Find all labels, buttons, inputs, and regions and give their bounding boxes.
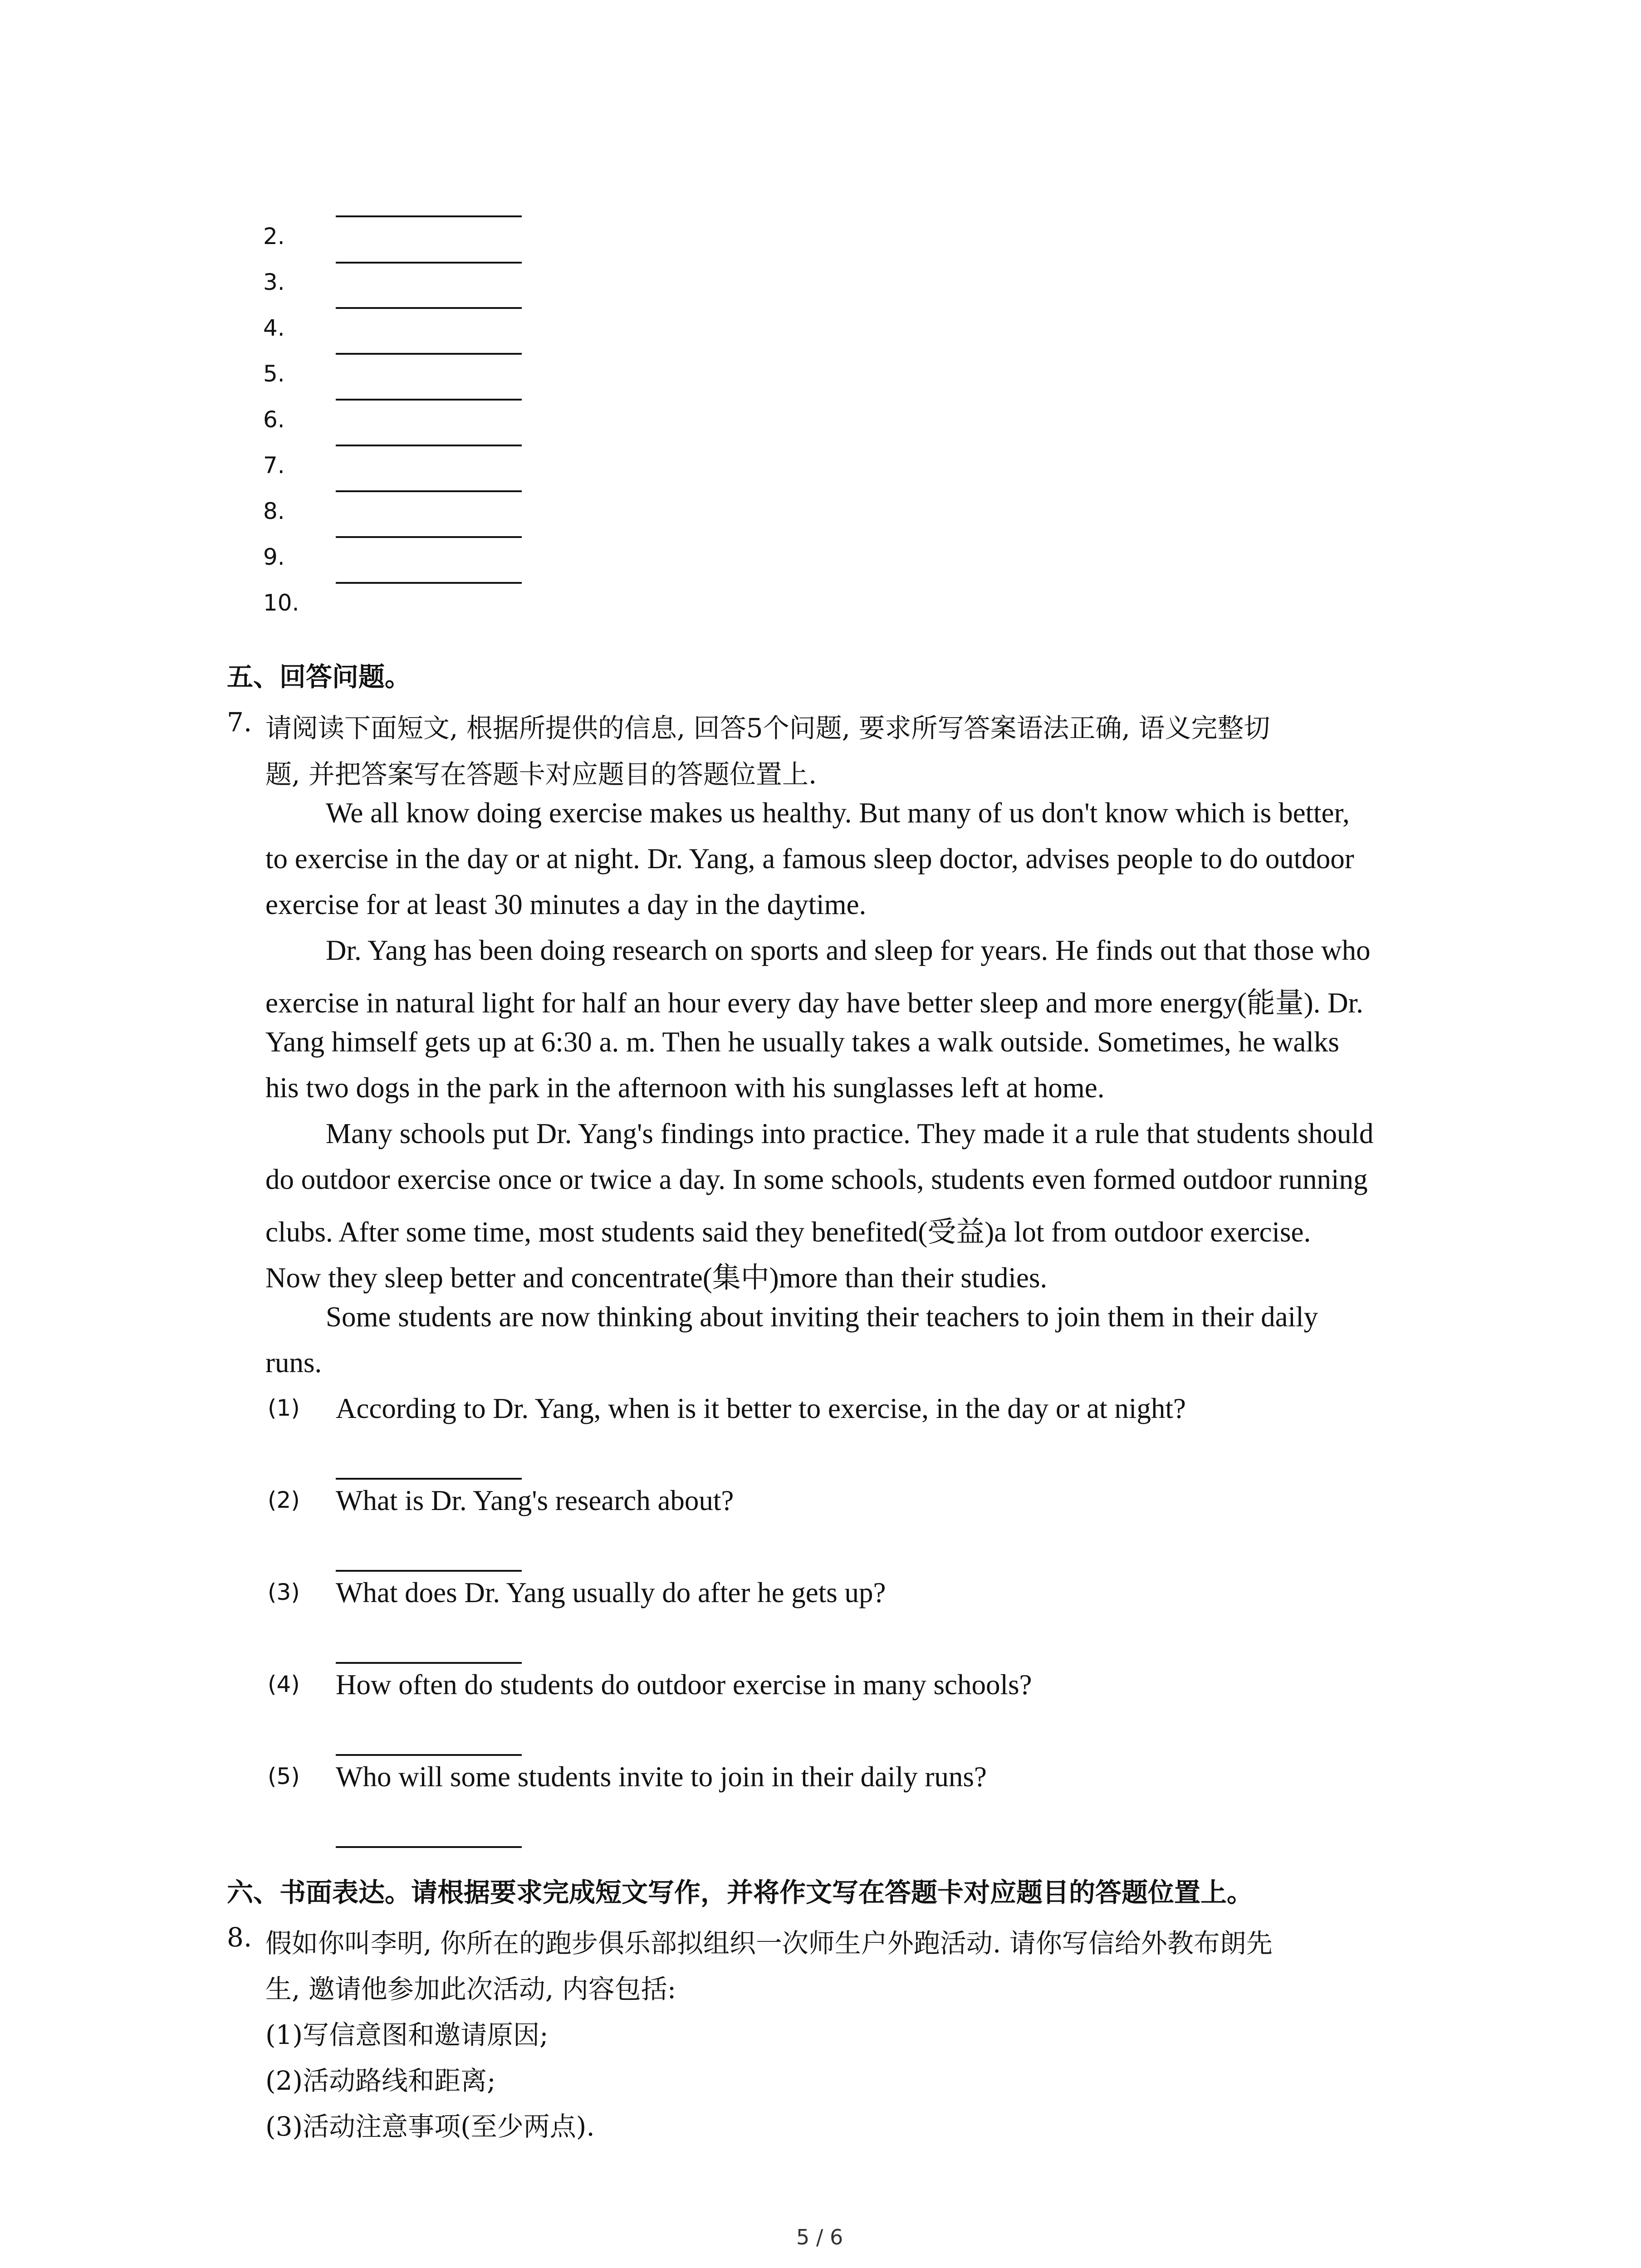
answer-line (336, 353, 522, 355)
answer-line (336, 445, 522, 446)
page-number: 5 / 6 (796, 2225, 843, 2249)
question-text: Who will some students invite to join in their daily runs? (336, 1761, 987, 1793)
question-index: (5) (268, 1763, 300, 1789)
passage-line: We all know doing exercise makes us healthy. But many of us don't know which is better, (326, 797, 1350, 829)
question-number: 8. (227, 1922, 252, 1953)
question-index: (3) (268, 1579, 300, 1605)
answer-line (336, 1662, 522, 1664)
passage-line: Now they sleep better and concentrate(集中)more than their studies. (265, 1262, 1048, 1294)
answer-line (336, 399, 522, 401)
question-index: (4) (268, 1671, 300, 1697)
question-index: (2) (268, 1487, 300, 1513)
passage-line: his two dogs in the park in the afternoon with his sunglasses left at home. (265, 1072, 1105, 1104)
passage-line: clubs. After some time, most students said they benefited(受益)a lot from outdoor exercise. (265, 1216, 1311, 1248)
answer-line-1 (336, 215, 522, 217)
answer-line (336, 536, 522, 538)
passage-line: do outdoor exercise once or twice a day. In some schools, students even formed outdoor running (265, 1163, 1368, 1195)
item-number: 10. (263, 590, 299, 616)
item-number: 2. (263, 223, 285, 249)
passage-line: Some students are now thinking about inviting their teachers to join them in their daily (326, 1301, 1318, 1333)
section-heading: 五、回答问题。 (227, 661, 411, 692)
question-number: 7. (227, 707, 252, 738)
item-number: 5. (263, 361, 285, 387)
passage-line: exercise in natural light for half an hour every day have better sleep and more energy(能量). Dr. (265, 987, 1363, 1019)
instruction-text: 请阅读下面短文, 根据所提供的信息, 回答5个问题, 要求所写答案语法正确, 语义完整切 (265, 713, 1270, 743)
passage-line: exercise for at least 30 minutes a day in the daytime. (265, 889, 867, 920)
item-number: 7. (263, 452, 285, 479)
answer-line (336, 1478, 522, 1480)
item-number: 3. (263, 269, 285, 295)
item-number: 8. (263, 498, 285, 524)
question-index: (1) (268, 1395, 300, 1421)
item-number: 4. (263, 315, 285, 341)
answer-line (336, 1754, 522, 1756)
answer-line (336, 582, 522, 584)
passage-line: Dr. Yang has been doing research on sports and sleep for years. He finds out that those who (326, 934, 1371, 966)
writing-prompt-text: 生, 邀请他参加此次活动, 内容包括: (265, 1974, 676, 2004)
answer-line (336, 262, 522, 264)
answer-line (336, 1570, 522, 1572)
requirement-item: (1)写信意图和邀请原因; (265, 2019, 549, 2050)
passage-line: Yang himself gets up at 6:30 a. m. Then he usually takes a walk outside. Sometimes, he walks (265, 1026, 1339, 1058)
question-text: What does Dr. Yang usually do after he gets up? (336, 1577, 886, 1608)
question-text: What is Dr. Yang's research about? (336, 1485, 734, 1516)
writing-prompt-text: 假如你叫李明, 你所在的跑步俱乐部拟组织一次师生户外跑活动. 请你写信给外教布朗先 (265, 1928, 1273, 1959)
passage-line: to exercise in the day or at night. Dr. Yang, a famous sleep doctor, advises people to do outdoor (265, 843, 1354, 875)
item-number: 9. (263, 544, 285, 570)
answer-line (336, 490, 522, 492)
section-heading: 六、书面表达。请根据要求完成短文写作，并将作文写在答题卡对应题目的答题位置上。 (227, 1877, 1254, 1908)
passage-line: Many schools put Dr. Yang's findings into practice. They made it a rule that students should (326, 1118, 1374, 1149)
instruction-text: 题, 并把答案写在答题卡对应题目的答题位置上. (265, 759, 817, 790)
item-number: 6. (263, 406, 285, 433)
answer-line (336, 1846, 522, 1848)
requirement-item: (3)活动注意事项(至少两点). (265, 2111, 595, 2142)
question-text: How often do students do outdoor exercise in many schools? (336, 1669, 1032, 1701)
question-text: According to Dr. Yang, when is it better to exercise, in the day or at night? (336, 1393, 1186, 1424)
requirement-item: (2)活动路线和距离; (265, 2065, 496, 2096)
passage-line: runs. (265, 1347, 322, 1378)
answer-line (336, 307, 522, 309)
